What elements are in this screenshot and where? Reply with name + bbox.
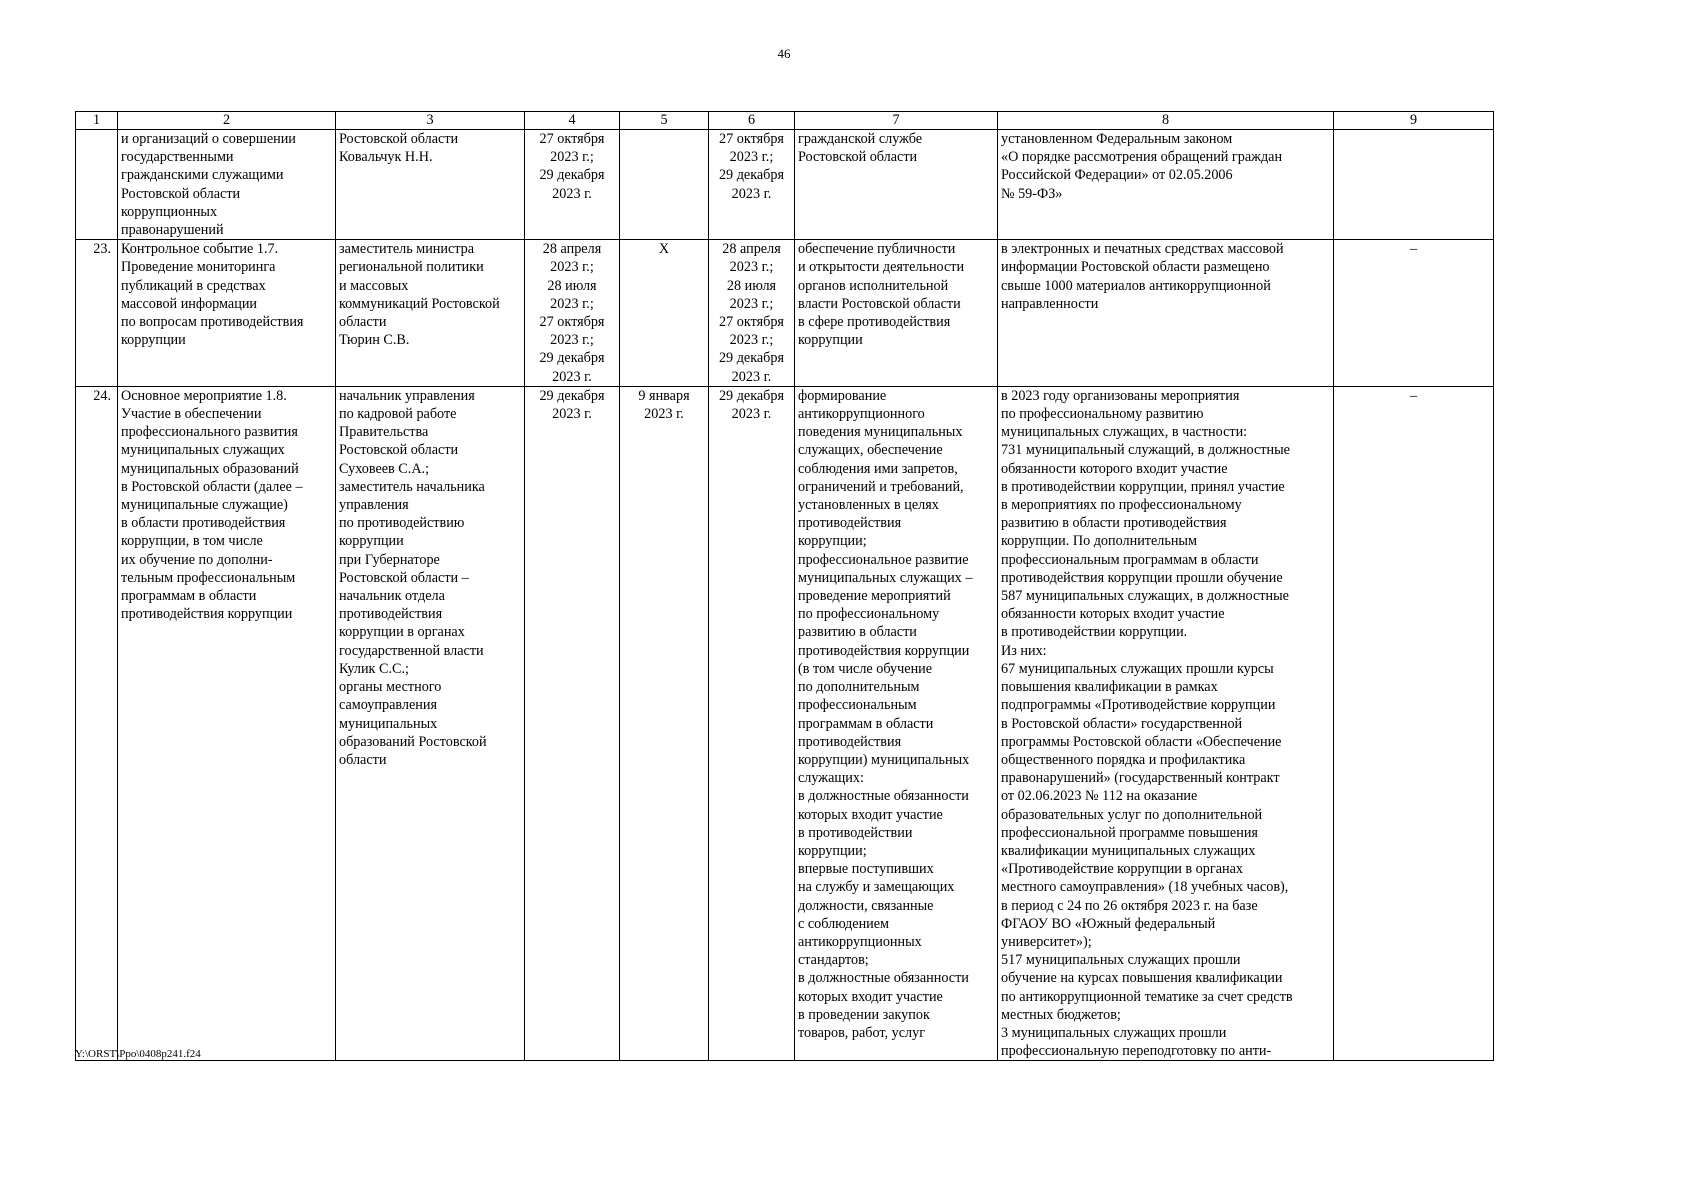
page-number: 46 <box>777 46 791 61</box>
event-name: Контрольное событие 1.7. Проведение мониторинга публикаций в средствах массовой информации по вопросам противодействия коррупции <box>118 240 336 387</box>
expected-result: формирование антикоррупционного поведения муниципальных служащих, обеспечение соблюдения ими запретов, ограничений и требований, установленных в целях противодействия коррупции; профессиональное развитие муниципальных служащих – проведение мероприятий по профессиональному развитию в области противодействия коррупции (в том числе обучение по дополнительным профессиональным программам в области противодействия коррупции) муниципальных служащих: в должностные обязанности которых входит участие в противодействии коррупции; впервые поступивших на службу и замещающих должности, связанные с соблюдением антикоррупционных стандартов; в должностные обязанности которых входит участие в проведении закупок товаров, работ, услуг <box>795 386 998 1061</box>
planned-start-date: 29 декабря 2023 г. <box>525 386 620 1061</box>
responsible-person: начальник управления по кадровой работе Правительства Ростовской области Суховеев С.А.; заместитель начальника управления по противодействию коррупции при Губернаторе Ростовской области – начальник отдела противодействия коррупции в органах государственной власти Кулик С.С.; органы местного самоуправления муниципальных образований Ростовской области <box>336 386 525 1061</box>
row-number: 24. <box>76 386 118 1061</box>
actual-start-date: 9 января 2023 г. <box>620 386 709 1061</box>
reasons-cell <box>1334 130 1494 240</box>
table-row <box>76 240 1494 387</box>
actual-start-date <box>620 130 709 240</box>
table-row <box>76 386 1494 1061</box>
reasons-cell: – <box>1334 240 1494 387</box>
row-number: 23. <box>76 240 118 387</box>
event-name: и организаций о совершении государственными гражданскими служащими Ростовской области коррупционных правонарушений <box>118 130 336 240</box>
col-header-4: 4 <box>525 112 620 130</box>
col-header-3: 3 <box>336 112 525 130</box>
col-header-2: 2 <box>118 112 336 130</box>
report-table <box>75 111 1494 1061</box>
planned-start-date: 27 октября 2023 г.; 29 декабря 2023 г. <box>525 130 620 240</box>
actual-result: в 2023 году организованы мероприятия по профессиональному развитию муниципальных служащих, в частности: 731 муниципальный служащий, в должностные обязанности которого входит участие в противодействии коррупции, принял участие в мероприятиях по профессиональному развитию в области противодействия коррупции. По дополнительным профессиональным программам в области противодействия коррупции прошли обучение 587 муниципальных служащих, в должностные обязанности которых входит участие в противодействии коррупции. Из них: 67 муниципальных служащих прошли курсы повышения квалификации в рамках подпрограммы «Противодействие коррупции в Ростовской области» государственной программы Ростовской области «Обеспечение общественного порядка и профилактика правонарушений» (государственный контракт от 02.06.2023 № 112 на оказание образовательных услуг по дополнительной профессиональной программе повышения квалификации муниципальных служащих «Противодействие коррупции в органах местного самоуправления» (18 учебных часов), в период с 24 по 26 октября 2023 г. на базе ФГАОУ ВО «Южный федеральный университет»); 517 муниципальных служащих прошли обучение на курсах повышения квалификации по антикоррупционной тематике за счет средств местных бюджетов; 3 муниципальных служащих прошли профессиональную переподготовку по анти- <box>998 386 1334 1061</box>
actual-result: установленном Федеральным законом «О порядке рассмотрения обращений граждан Российской Федерации» от 02.05.2006 № 59-ФЗ» <box>998 130 1334 240</box>
col-header-6: 6 <box>709 112 795 130</box>
col-header-9: 9 <box>1334 112 1494 130</box>
planned-end-date: 28 апреля 2023 г.; 28 июля 2023 г.; 27 октября 2023 г.; 29 декабря 2023 г. <box>709 240 795 387</box>
actual-result: в электронных и печатных средствах массовой информации Ростовской области размещено свыше 1000 материалов антикоррупционной направленности <box>998 240 1334 387</box>
expected-result: гражданской службе Ростовской области <box>795 130 998 240</box>
file-path-footer: Y:\ORST\Ppo\0408p241.f24 <box>75 1048 201 1060</box>
responsible-person: заместитель министра региональной политики и массовых коммуникаций Ростовской области Тюрин С.В. <box>336 240 525 387</box>
reasons-cell: – <box>1334 386 1494 1061</box>
table-row <box>76 130 1494 240</box>
col-header-1: 1 <box>76 112 118 130</box>
planned-start-date: 28 апреля 2023 г.; 28 июля 2023 г.; 27 октября 2023 г.; 29 декабря 2023 г. <box>525 240 620 387</box>
responsible-person: Ростовской области Ковальчук Н.Н. <box>336 130 525 240</box>
actual-start-date: X <box>620 240 709 387</box>
planned-end-date: 27 октября 2023 г.; 29 декабря 2023 г. <box>709 130 795 240</box>
row-number <box>76 130 118 240</box>
column-header-row <box>76 112 1494 130</box>
event-name: Основное мероприятие 1.8. Участие в обеспечении профессионального развития муниципальных служащих муниципальных образований в Ростовской области (далее – муниципальные служащие) в области противодействия коррупции, в том числе их обучение по дополни- тельным профессиональным программам в области противодействия коррупции <box>118 386 336 1061</box>
col-header-5: 5 <box>620 112 709 130</box>
col-header-8: 8 <box>998 112 1334 130</box>
planned-end-date: 29 декабря 2023 г. <box>709 386 795 1061</box>
col-header-7: 7 <box>795 112 998 130</box>
expected-result: обеспечение публичности и открытости деятельности органов исполнительной власти Ростовской области в сфере противодействия коррупции <box>795 240 998 387</box>
